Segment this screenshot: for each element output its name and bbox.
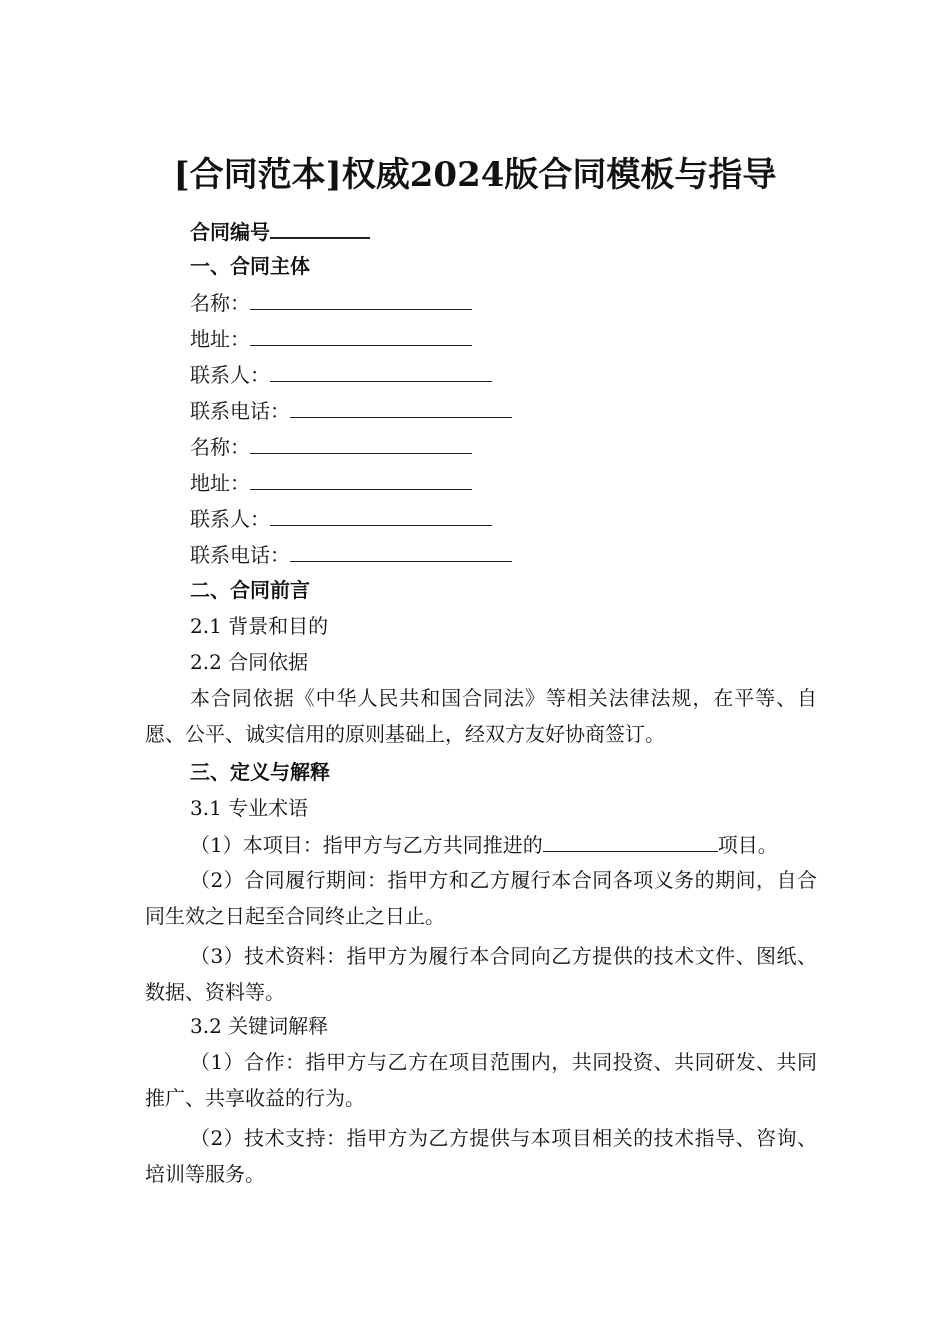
section-2-item-2: 2.2 合同依据 xyxy=(190,650,309,674)
party-a-name-line xyxy=(190,287,472,318)
term-1-line xyxy=(190,829,778,860)
project-name-blank xyxy=(543,829,718,852)
party-b-contact-line xyxy=(190,503,492,534)
party-b-name-label: 名称： xyxy=(190,435,250,459)
term-1-text: （1）本项目：指甲方与乙方共同推进的 xyxy=(190,833,543,857)
party-b-address-label: 地址： xyxy=(190,471,250,495)
document-title: [合同范本]权威2024版合同模板与指导 xyxy=(173,155,777,195)
party-a-contact-blank xyxy=(270,359,492,382)
key-2-paragraph: （2）技术支持：指甲方为乙方提供与本项目相关的技术指导、咨询、培训等服务。 xyxy=(145,1126,817,1186)
section-3-sub-1: 3.1 专业术语 xyxy=(190,796,309,820)
contract-number-label: 合同编号 xyxy=(190,220,270,244)
party-a-phone-line xyxy=(190,395,512,426)
party-a-name-label: 名称： xyxy=(190,291,250,315)
party-b-name-line xyxy=(190,431,472,462)
party-a-name-blank xyxy=(250,287,472,310)
party-b-phone-line xyxy=(190,539,512,570)
section-2-item-1: 2.1 背景和目的 xyxy=(190,614,329,638)
party-a-address-line xyxy=(190,323,472,354)
party-b-phone-blank xyxy=(290,539,512,562)
key-1-paragraph: （1）合作：指甲方与乙方在项目范围内，共同投资、共同研发、共同推广、共享收益的行为。 xyxy=(145,1050,817,1110)
party-b-contact-blank xyxy=(270,503,492,526)
term-1-suffix: 项目。 xyxy=(717,833,778,857)
party-b-contact-label: 联系人： xyxy=(190,507,270,531)
section-1-heading: 一、合同主体 xyxy=(190,254,310,278)
party-a-address-blank xyxy=(250,323,472,346)
party-a-contact-line xyxy=(190,359,492,390)
party-b-name-blank xyxy=(250,431,472,454)
section-3-heading: 三、定义与解释 xyxy=(190,760,330,784)
party-a-contact-label: 联系人： xyxy=(190,363,270,387)
party-b-address-blank xyxy=(250,467,472,490)
section-2-paragraph: 本合同依据《中华人民共和国合同法》等相关法律法规，在平等、自愿、公平、诚实信用的原则基础上，经双方友好协商签订。 xyxy=(145,686,817,746)
party-b-phone-label: 联系电话： xyxy=(190,543,290,567)
section-2-heading: 二、合同前言 xyxy=(190,578,310,602)
section-3-sub-2: 3.2 关键词解释 xyxy=(190,1014,329,1038)
contract-number-blank xyxy=(270,215,370,239)
party-a-phone-label: 联系电话： xyxy=(190,399,290,423)
term-2-paragraph: （2）合同履行期间：指甲方和乙方履行本合同各项义务的期间，自合同生效之日起至合同终止之日止。 xyxy=(145,868,817,928)
term-3-paragraph: （3）技术资料：指甲方为履行本合同向乙方提供的技术文件、图纸、数据、资料等。 xyxy=(145,944,817,1004)
contract-number-line xyxy=(190,215,370,247)
party-a-phone-blank xyxy=(290,395,512,418)
party-a-address-label: 地址： xyxy=(190,327,250,351)
party-b-address-line xyxy=(190,467,472,498)
